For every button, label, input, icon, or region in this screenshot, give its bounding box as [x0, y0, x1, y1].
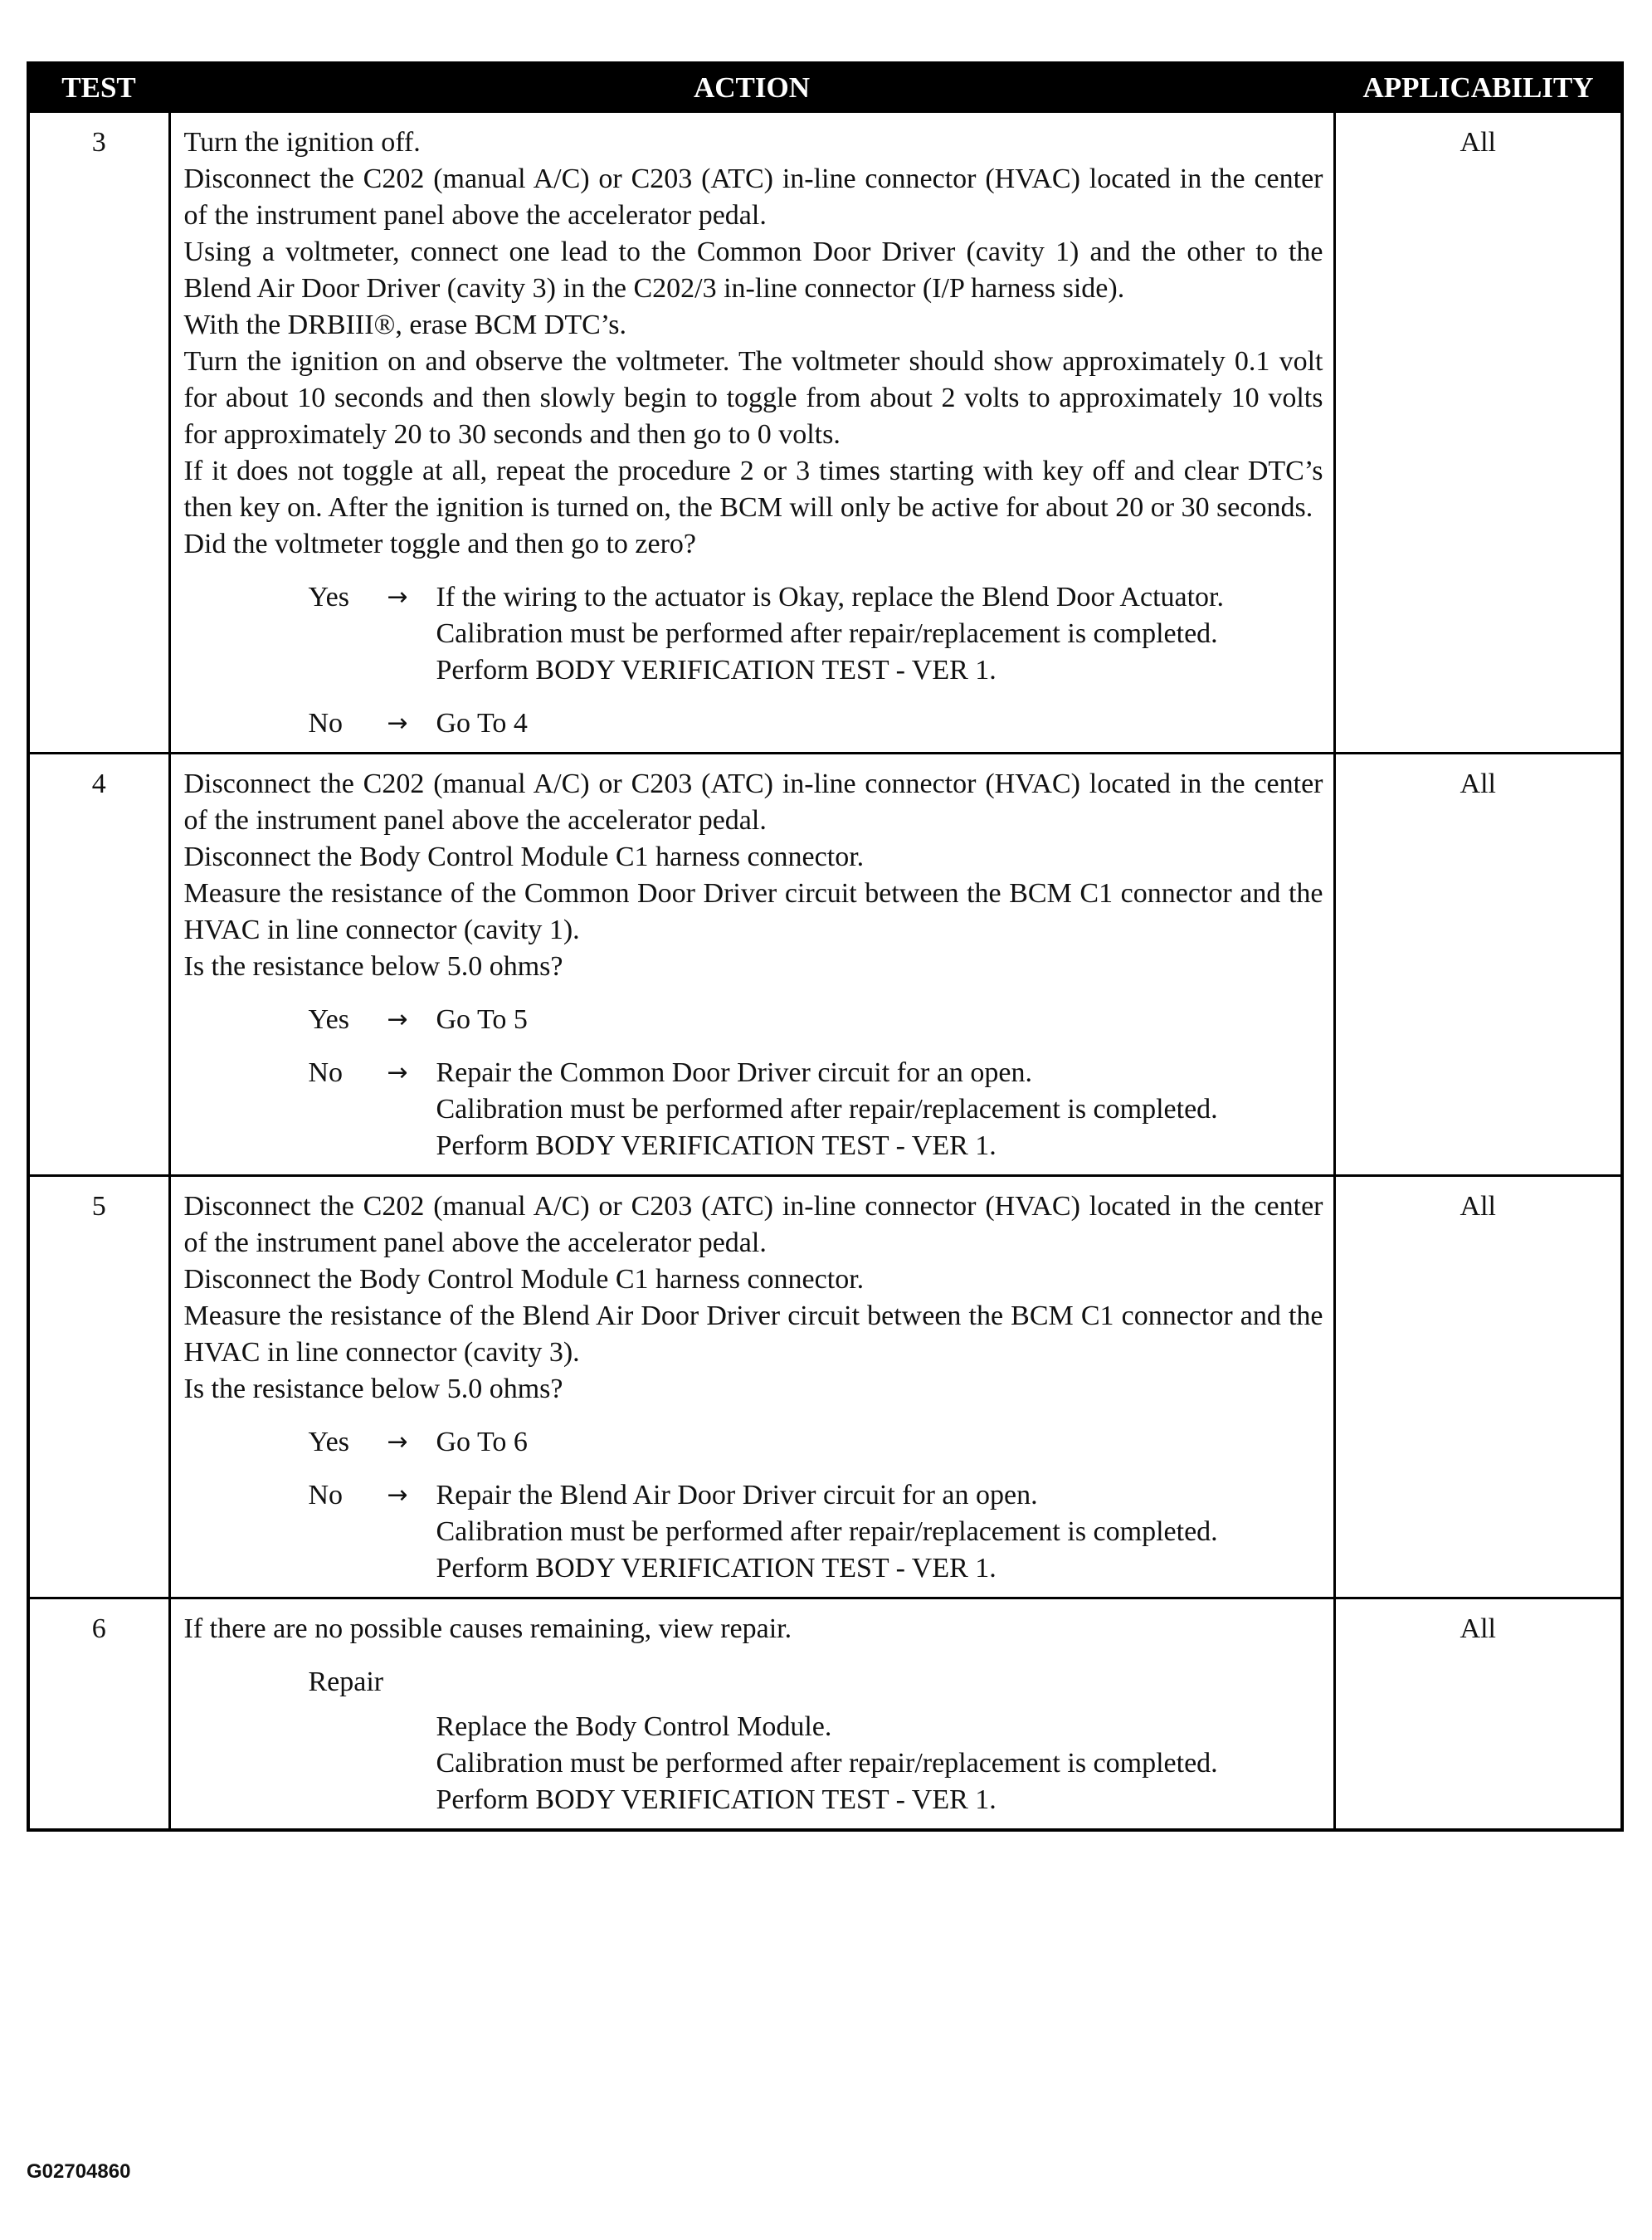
step-text: Disconnect the Body Control Module C1 harness connector.	[183, 1264, 865, 1295]
step-text: Disconnect the C202 (manual A/C) or C203 (ATC) in-line connector (HVAC) located in the center of the instrument panel above the accelerator pedal.	[183, 1191, 1323, 1258]
arrow-icon: →	[387, 1058, 408, 1087]
outcome-line: Repair the Blend Air Door Driver circuit for an open.	[436, 1480, 1038, 1510]
step-text: If it does not toggle at all, repeat the procedure 2 or 3 times starting with key off and clear DTC’s then key on. After the ignition is turned on, the BCM will only be active for about 20 or 30 seconds.	[183, 456, 1323, 523]
step-text: Did the voltmeter toggle and then go to zero?	[183, 529, 696, 559]
test-number: 6	[28, 1598, 169, 1831]
outcome-line: Repair the Common Door Driver circuit for an open.	[436, 1057, 1033, 1088]
test-number: 3	[28, 112, 169, 754]
outcome-line: Calibration must be performed after repair/replacement is completed.	[436, 1516, 1218, 1547]
yes-result	[184, 1002, 1323, 1038]
action-cell	[169, 1598, 1334, 1831]
outcome-line: Calibration must be performed after repair/replacement is completed.	[436, 1748, 1218, 1779]
repair-label: Repair	[308, 1667, 384, 1697]
step-text: Turn the ignition on and observe the voltmeter. The voltmeter should show approximately 0.1 volt for about 10 seconds and then slowly begin to toggle from about 2 volts to approximately 10 volts for approximately 20 to 30 seconds and then go to 0 volts.	[183, 346, 1323, 450]
step-text: If there are no possible causes remaining, view repair.	[183, 1613, 792, 1644]
step-text: Disconnect the C202 (manual A/C) or C203 (ATC) in-line connector (HVAC) located in the center of the instrument panel above the accelerator pedal.	[183, 163, 1323, 231]
header-test: TEST	[28, 63, 169, 112]
step-text: Measure the resistance of the Blend Air Door Driver circuit between the BCM C1 connector and the HVAC in line connector (cavity 3).	[183, 1301, 1323, 1368]
no-result	[184, 705, 1323, 742]
yes-outcome	[436, 1424, 1323, 1461]
outcome-line: Perform BODY VERIFICATION TEST - VER 1.	[436, 1130, 997, 1161]
outcome-line: Calibration must be performed after repair/replacement is completed.	[436, 1094, 1218, 1125]
step-text: Is the resistance below 5.0 ohms?	[183, 1374, 563, 1404]
action-cell	[169, 754, 1334, 1176]
no-outcome	[436, 1477, 1323, 1587]
step-list	[184, 766, 1323, 985]
yes-result	[184, 1424, 1323, 1461]
outcome-line: If the wiring to the actuator is Okay, replace the Blend Door Actuator.	[436, 582, 1224, 612]
repair-outcome	[436, 1709, 1323, 1818]
applicability-value: All	[1334, 754, 1622, 1176]
step-list	[184, 1611, 1323, 1647]
action-cell	[169, 112, 1334, 754]
table-body	[28, 112, 1622, 1831]
outcome-line: Replace the Body Control Module.	[436, 1711, 832, 1742]
arrow-icon: →	[387, 1427, 408, 1457]
action-cell	[169, 1176, 1334, 1598]
outcome-line: Perform BODY VERIFICATION TEST - VER 1.	[436, 1784, 997, 1815]
applicability-value: All	[1334, 112, 1622, 754]
table-row	[28, 1598, 1622, 1831]
yes-label: Yes	[308, 1427, 349, 1457]
step-text: Measure the resistance of the Common Door Driver circuit between the BCM C1 connector and the HVAC in line connector (cavity 1).	[183, 878, 1323, 945]
outcome-line: Go To 5	[436, 1004, 528, 1035]
applicability-value: All	[1334, 1176, 1622, 1598]
test-number: 5	[28, 1176, 169, 1598]
step-list	[184, 124, 1323, 563]
applicability-value: All	[1334, 1598, 1622, 1831]
step-text: Turn the ignition off.	[183, 127, 421, 158]
step-list	[184, 1188, 1323, 1408]
no-label: No	[308, 1057, 344, 1088]
yes-result	[184, 579, 1323, 689]
test-number: 4	[28, 754, 169, 1176]
header-action: ACTION	[169, 63, 1334, 112]
outcome-line: Calibration must be performed after repair/replacement is completed.	[436, 618, 1218, 649]
step-text: Disconnect the C202 (manual A/C) or C203 (ATC) in-line connector (HVAC) located in the center of the instrument panel above the accelerator pedal.	[183, 769, 1323, 836]
table-row	[28, 112, 1622, 754]
yes-label: Yes	[308, 1004, 349, 1035]
header-applicability: APPLICABILITY	[1334, 63, 1622, 112]
table-row	[28, 1176, 1622, 1598]
step-text: Disconnect the Body Control Module C1 harness connector.	[183, 842, 865, 872]
arrow-icon: →	[387, 583, 408, 612]
figure-code: G02704860	[27, 2160, 131, 2183]
outcome-line: Perform BODY VERIFICATION TEST - VER 1.	[436, 655, 997, 686]
no-outcome	[436, 705, 1323, 742]
step-text: Using a voltmeter, connect one lead to the Common Door Driver (cavity 1) and the other to the Blend Air Door Driver (cavity 3) in the C202/3 in-line connector (I/P harness side).	[183, 237, 1323, 304]
table-row	[28, 754, 1622, 1176]
arrow-icon: →	[387, 1481, 408, 1510]
diagnostic-test-table	[27, 61, 1624, 1832]
repair-block	[184, 1664, 1323, 1818]
table-header-row	[28, 63, 1622, 112]
arrow-icon: →	[387, 709, 408, 738]
outcome-line: Go To 6	[436, 1427, 528, 1457]
no-label: No	[308, 1480, 344, 1510]
no-outcome	[436, 1055, 1323, 1164]
outcome-line: Perform BODY VERIFICATION TEST - VER 1.	[436, 1553, 997, 1584]
yes-label: Yes	[308, 582, 349, 612]
yes-outcome	[436, 579, 1323, 689]
outcome-line: Go To 4	[436, 708, 528, 739]
no-result	[184, 1055, 1323, 1164]
no-label: No	[308, 708, 344, 739]
step-text: With the DRBIII®, erase BCM DTC’s.	[183, 310, 626, 340]
arrow-icon: →	[387, 1005, 408, 1034]
yes-outcome	[436, 1002, 1323, 1038]
step-text: Is the resistance below 5.0 ohms?	[183, 951, 563, 982]
no-result	[184, 1477, 1323, 1587]
